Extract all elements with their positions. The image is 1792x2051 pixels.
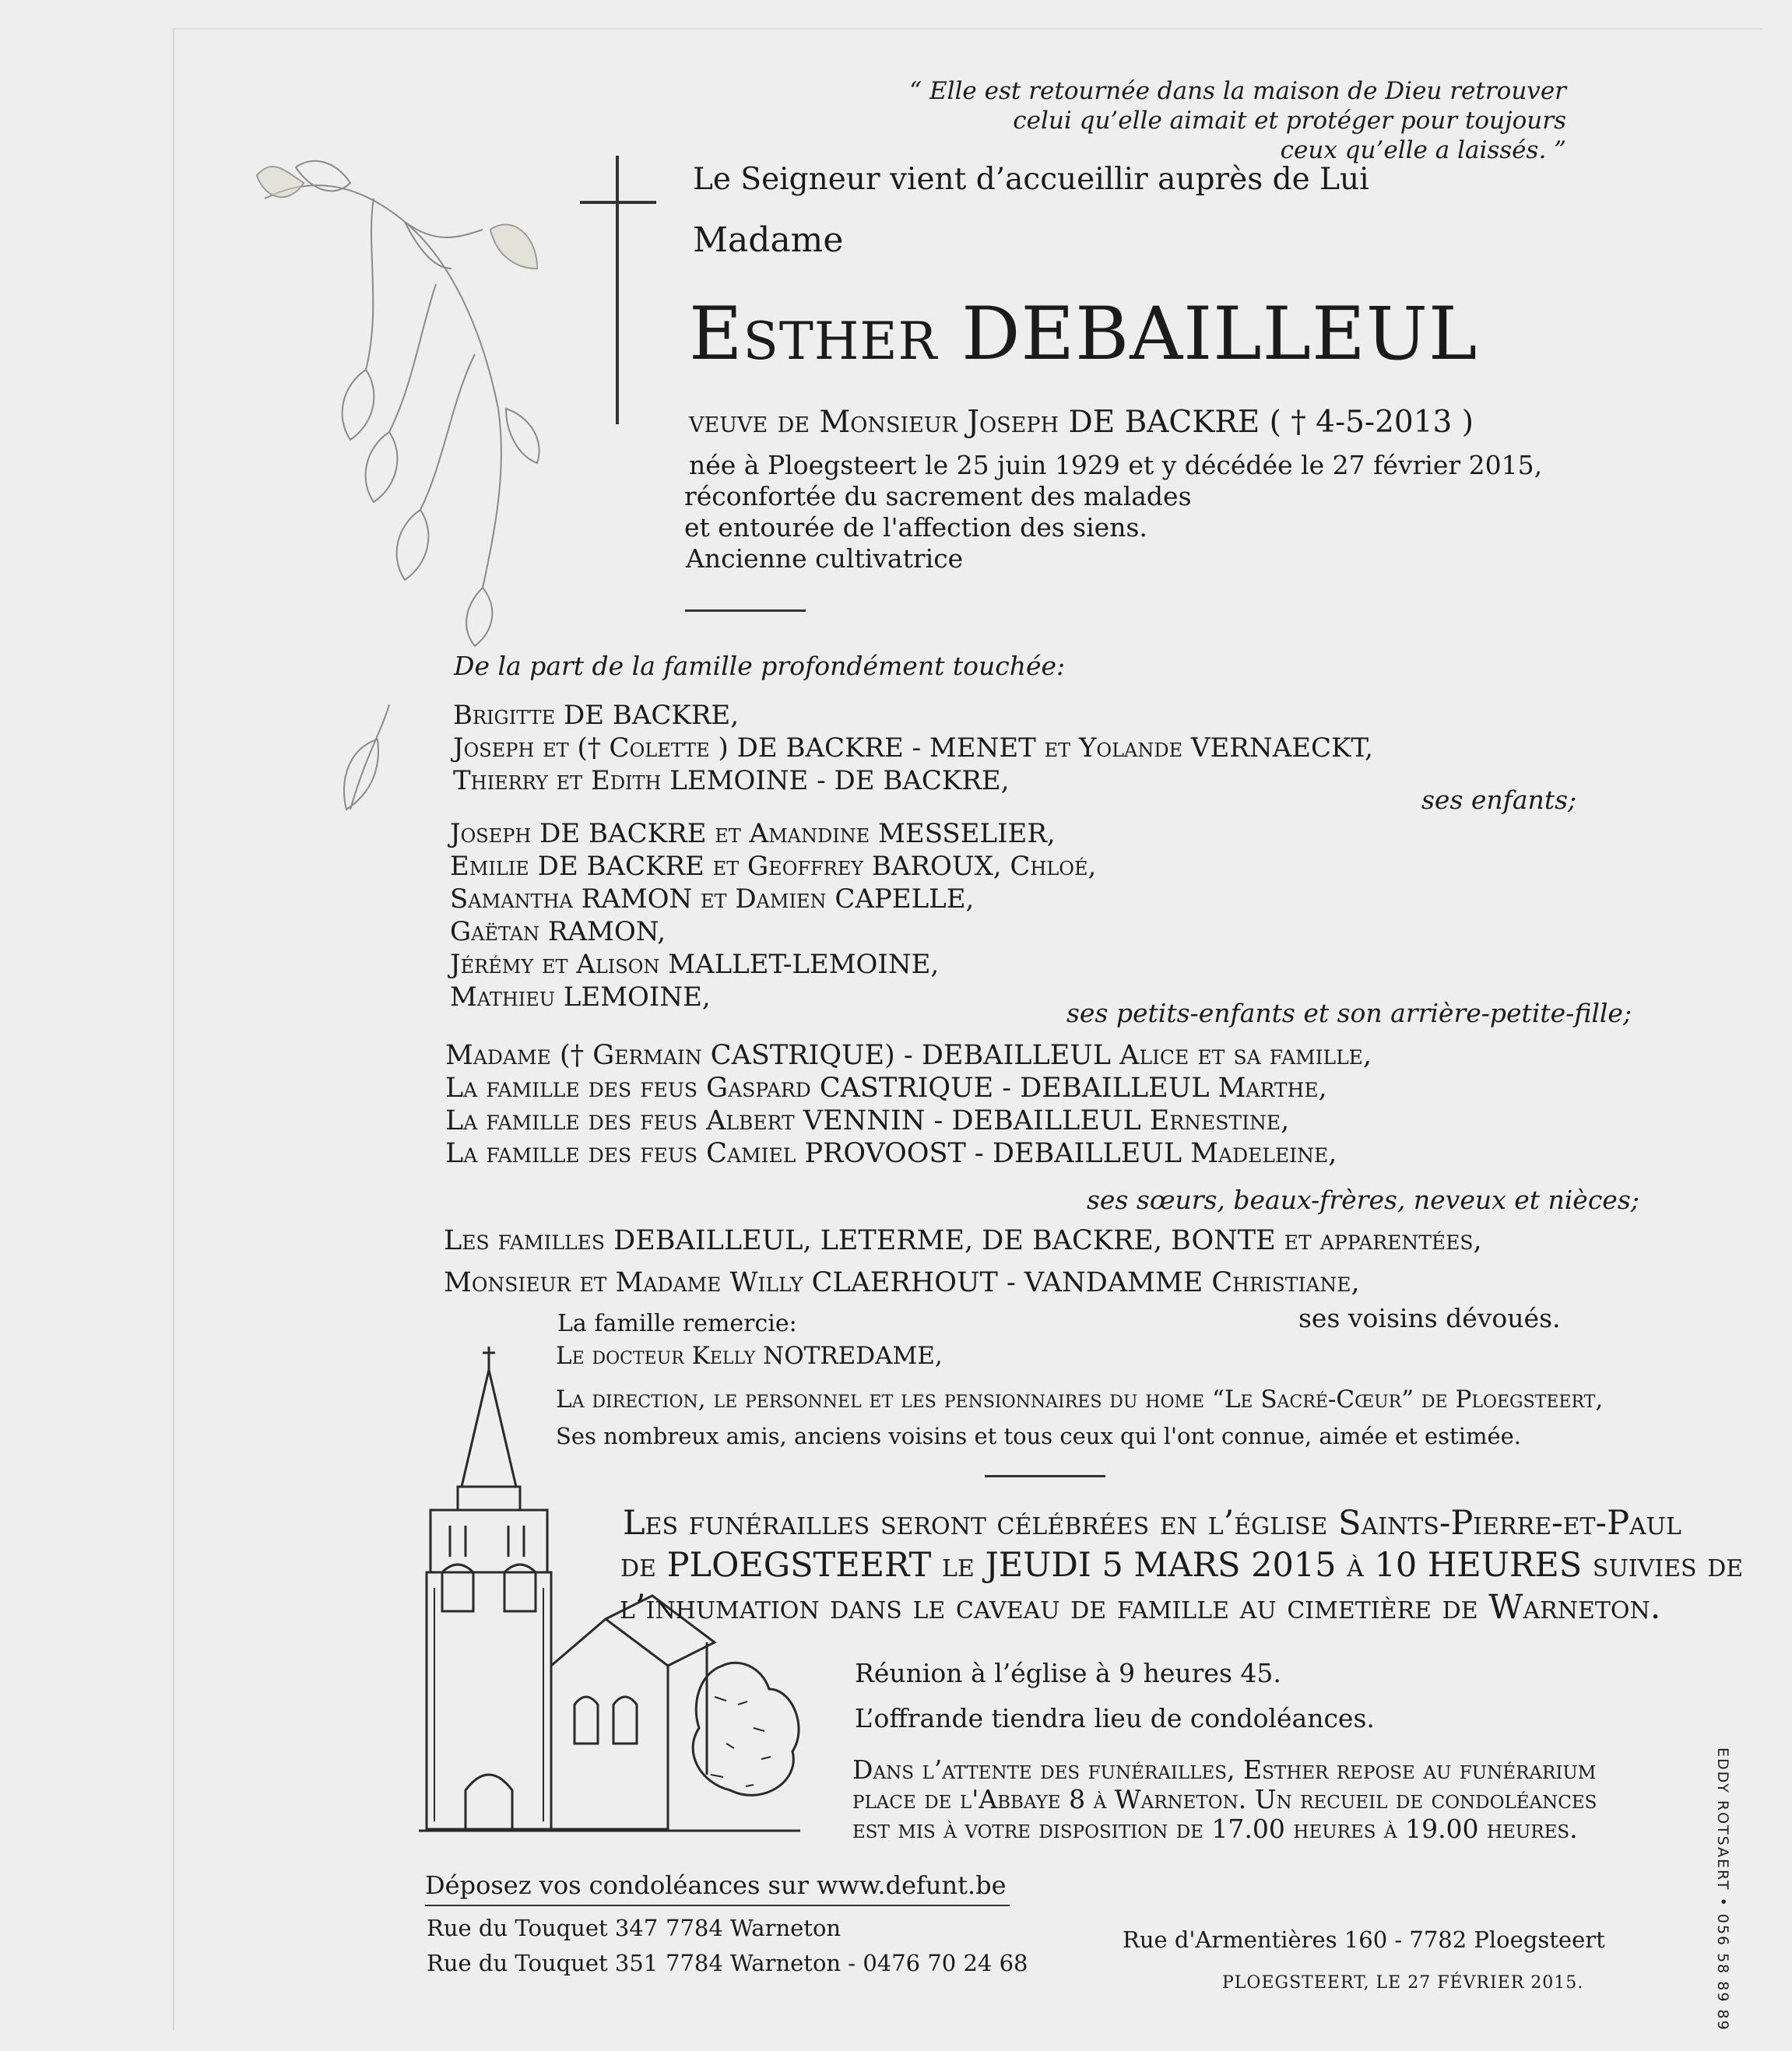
funeral-line: l’inhumation dans le caveau de famille au cimetière de Warneton. (620, 1588, 1661, 1627)
bio-block (684, 450, 1543, 574)
list-item: Madame († Germain CASTRIQUE) - DEBAILLEUL Alice et sa famille, (445, 1040, 1372, 1071)
thanks-friends: Ses nombreux amis, anciens voisins et tous ceux qui l'ont connue, aimée et estimée. (556, 1423, 1522, 1449)
neighbors-text: Monsieur et Madame Willy CLAERHOUT - VANDAMME Christiane, (444, 1267, 1360, 1298)
funeral-line: Les funérailles seront célébrées en l’église Saints-Pierre-et-Paul (623, 1504, 1681, 1543)
separator (685, 609, 806, 612)
rest-line: Dans l’attente des funérailles, Esther repose au funérarium (852, 1754, 1597, 1785)
rest-line: est mis à votre disposition de 17.00 heures à 19.00 heures. (852, 1814, 1578, 1844)
list-item: La famille des feus Gaspard CASTRIQUE - DEBAILLEUL Marthe, (445, 1073, 1327, 1104)
siblings-list (445, 1039, 1372, 1170)
offering-text: L’offrande tiendra lieu de condoléances. (855, 1703, 1375, 1733)
widow-of: veuve de Monsieur Joseph DE BACKRE ( † 4-5-2013 ) (689, 405, 1474, 440)
thanks-home: La direction, le personnel et les pensionnaires du home “Le Sacré-Cœur” de Ploegsteert, (556, 1385, 1604, 1414)
thanks-header: La famille remercie: (557, 1310, 797, 1337)
family-intro: De la part de la famille profondément touchée: (454, 651, 1066, 681)
opening-quote: “ Elle est retournée dans la maison de Dieu retrouver celui qu’elle aimait et protéger pour toujours ceux qu’elle a laissés. ” (909, 77, 1566, 164)
list-item: Joseph DE BACKRE et Amandine MESSELIER, (450, 818, 1056, 849)
list-item: La famille des feus Camiel PROVOOST - DEBAILLEUL Madeleine, (445, 1138, 1337, 1169)
bio-line: Ancienne cultivatrice (686, 543, 964, 574)
list-item: Brigitte DE BACKRE, (453, 700, 740, 731)
funeral-line: de PLOEGSTEERT le JEUDI 5 MARS 2015 à 10 HEURES suivies de (620, 1546, 1744, 1585)
neighbors-label: ses voisins dévoués. (1298, 1303, 1561, 1333)
address-1-city: 7784 Warneton (666, 1915, 842, 1941)
list-item: Samantha RAMON et Damien CAPELLE, (450, 883, 975, 915)
place-date: PLOEGSTEERT, LE 27 FÉVRIER 2015. (1222, 1973, 1584, 1993)
families-text: Les familles DEBAILLEUL, LETERME, DE BACKRE, BONTE et apparentées, (444, 1225, 1482, 1256)
address-2-city: 7784 Warneton - 0476 70 24 68 (666, 1950, 1028, 1976)
rest-line: place de l'Abbaye 8 à Warneton. Un recueil de condoléances (852, 1784, 1597, 1814)
children-list (453, 699, 1373, 797)
list-item: Joseph et († Colette ) DE BACKRE - MENET et Yolande VERNAECKT, (453, 732, 1373, 764)
address-3: Rue d'Armentières 160 - 7782 Ploegsteert (1123, 1926, 1605, 1953)
list-item: Mathieu LEMOINE, (450, 982, 711, 1013)
bio-line: réconfortée du sacrement des malades (684, 481, 1192, 511)
meeting-text: Réunion à l’église à 9 heures 45. (855, 1658, 1281, 1688)
list-item: La famille des feus Albert VENNIN - DEBAILLEUL Ernestine, (445, 1105, 1290, 1136)
printer-credit: EDDY ROTSAERT • 056 58 89 89 (1714, 1747, 1731, 2032)
title-text: Madame (693, 220, 844, 260)
address-2-street: Rue du Touquet 351 (427, 1950, 659, 1976)
leaf-branch-illustration (249, 152, 560, 650)
thanks-doctor: Le docteur Kelly NOTREDAME, (556, 1342, 943, 1370)
bio-line: et entourée de l'affection des siens. (684, 512, 1147, 543)
intro-text: Le Seigneur vient d’accueillir auprès de Lui (693, 162, 1369, 197)
leaf-small-illustration (335, 701, 405, 817)
list-item: Emilie DE BACKRE et Geoffrey BAROUX, Chloé, (450, 851, 1097, 882)
cross-icon (616, 156, 619, 424)
cross-icon-bar (580, 201, 656, 204)
condolences-link[interactable]: Déposez vos condoléances sur www.defunt.be (425, 1870, 1010, 1906)
siblings-label: ses sœurs, beaux-frères, neveux et nièces; (1087, 1185, 1639, 1215)
list-item: Gaëtan RAMON, (450, 916, 666, 947)
children-label: ses enfants; (1421, 785, 1577, 815)
rest-block (852, 1755, 1597, 1844)
address-1-street: Rue du Touquet 347 (427, 1915, 659, 1941)
deceased-name: Esther DEBAILLEUL (689, 292, 1478, 377)
separator (985, 1475, 1105, 1477)
funeral-block (620, 1502, 1744, 1628)
grandchildren-label: ses petits-enfants et son arrière-petite-fille; (1066, 998, 1632, 1028)
list-item: Thierry et Edith LEMOINE - DE BACKRE, (453, 765, 1010, 796)
grandchildren-list (450, 817, 1096, 1013)
bio-line: née à Ploegsteert le 25 juin 1929 et y décédée le 27 février 2015, (689, 450, 1543, 480)
list-item: Jérémy et Alison MALLET-LEMOINE, (450, 949, 940, 980)
